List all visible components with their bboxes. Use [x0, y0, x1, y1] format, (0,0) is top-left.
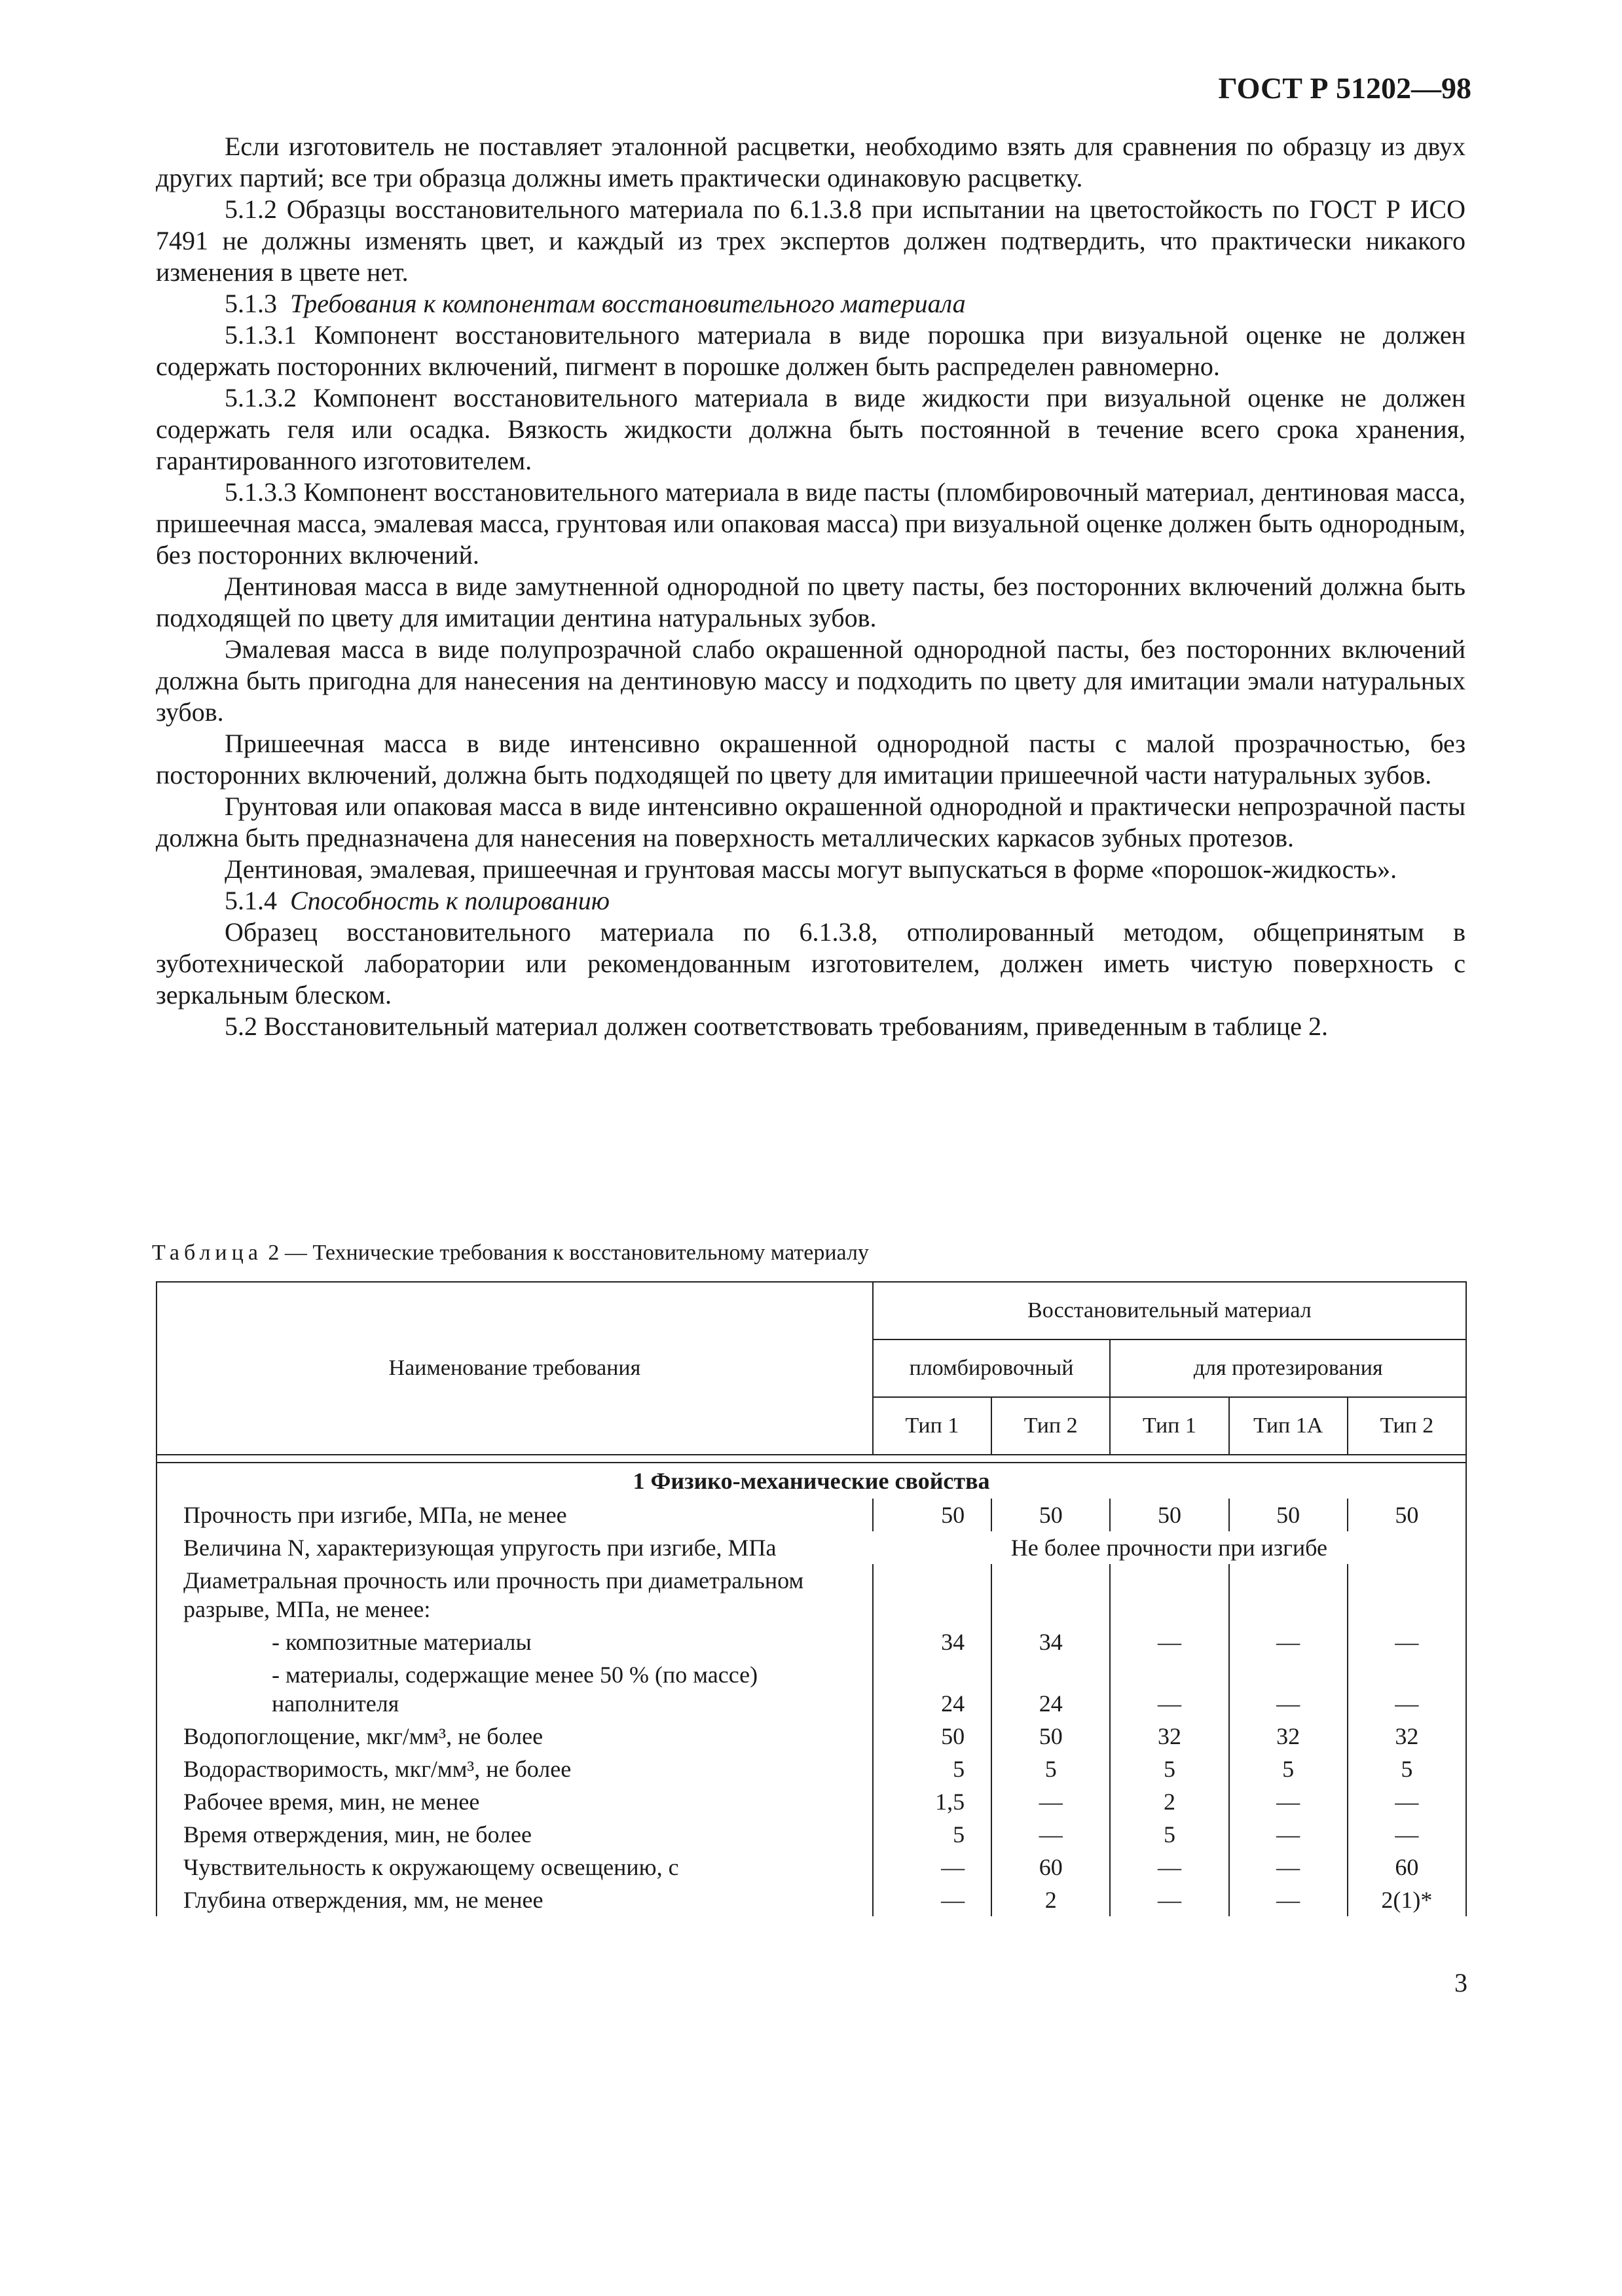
document-id: ГОСТ Р 51202—98: [1218, 71, 1471, 105]
cell-value: —: [1348, 1785, 1466, 1818]
section-title: Способность к полированию: [290, 886, 610, 915]
cell-value: 5: [991, 1753, 1110, 1785]
cell-value: —: [1229, 1851, 1348, 1884]
row-label: Глубина отверждения, мм, не менее: [157, 1884, 873, 1916]
table-row: [157, 1658, 1466, 1720]
section-heading: [156, 288, 1465, 319]
cell-value: 50: [1110, 1499, 1228, 1531]
cell-value: 5: [873, 1818, 991, 1851]
cell-value: 50: [1348, 1499, 1466, 1531]
cell-value: —: [873, 1884, 991, 1916]
table-row: [157, 1884, 1466, 1916]
paragraph: Образец восстановительного материала по 6.1.3.8, отполированный методом, общепринятым в зуботехнической лаборатории или рекомендованным изготовителем, должен иметь чистую поверхность с зеркальным блеском.: [156, 917, 1465, 1010]
row-label: Водорастворимость, мкг/мм³, не более: [157, 1753, 873, 1785]
table-caption-text: 2 — Технические требования к восстановительному материалу: [268, 1241, 869, 1265]
paragraph: Пришеечная масса в виде интенсивно окрашенной однородной пасты с малой прозрачностью, без посторонних включений, должна быть подходящей по цвету для имитации пришеечной части натуральных зубов.: [156, 729, 1465, 790]
cell-value: 5: [1348, 1753, 1466, 1785]
row-spanned-value: Не более прочности при изгибе: [873, 1531, 1466, 1564]
cell-value: 50: [1229, 1499, 1348, 1531]
section-number: 5.1.3: [225, 289, 277, 318]
col-header-material: Восстановительный материал: [873, 1282, 1466, 1339]
cell-value: —: [1348, 1626, 1466, 1658]
cell-value: —: [1229, 1626, 1348, 1658]
row-label: Рабочее время, мин, не менее: [157, 1785, 873, 1818]
cell-value: 50: [873, 1720, 991, 1753]
cell-value: 32: [1348, 1720, 1466, 1753]
paragraph: Грунтовая или опаковая масса в виде интенсивно окрашенной однородной и практически непрозрачной пасты должна быть предназначена для нанесения на поверхность металлических каркасов зубных протезов.: [156, 792, 1465, 852]
table-row: [157, 1720, 1466, 1753]
cell-value: 24: [873, 1658, 991, 1720]
requirements-table: [156, 1281, 1467, 1916]
cell-value: 50: [991, 1720, 1110, 1753]
cell-value: [991, 1564, 1110, 1626]
cell-value: [1348, 1564, 1466, 1626]
col-header-type: Тип 1: [1110, 1397, 1228, 1455]
table-row: [157, 1851, 1466, 1884]
cell-value: 2: [1110, 1785, 1228, 1818]
section-number: 5.1.4: [225, 886, 277, 915]
col-header-type: Тип 2: [1348, 1397, 1466, 1455]
body-text: [156, 131, 1465, 1042]
cell-value: —: [1229, 1818, 1348, 1851]
cell-value: —: [1348, 1658, 1466, 1720]
cell-value: —: [991, 1818, 1110, 1851]
table-row: [157, 1531, 1466, 1564]
cell-value: —: [1348, 1818, 1466, 1851]
col-header-prosthetic: для протезирования: [1110, 1339, 1466, 1397]
cell-value: —: [1229, 1884, 1348, 1916]
cell-value: —: [873, 1851, 991, 1884]
paragraph: Если изготовитель не поставляет эталонной расцветки, необходимо взять для сравнения по образцу из двух других партий; все три образца должны иметь практически одинаковую расцветку.: [156, 132, 1465, 192]
cell-value: 50: [873, 1499, 991, 1531]
cell-value: 32: [1229, 1720, 1348, 1753]
paragraph: 5.1.3.1 Компонент восстановительного материала в виде порошка при визуальной оценке не должен содержать посторонних включений, пигмент в порошке должен быть распределен равномерно.: [156, 320, 1465, 381]
row-label: Прочность при изгибе, МПа, не менее: [157, 1499, 873, 1531]
table-row: [157, 1626, 1466, 1658]
table-section-title: 1 Физико-механические свойства: [157, 1463, 1466, 1499]
cell-value: 32: [1110, 1720, 1228, 1753]
paragraph: 5.1.3.2 Компонент восстановительного материала в виде жидкости при визуальной оценке не должен содержать геля или осадка. Вязкость жидкости должна быть постоянной в течение всего срока хранения, гарантированного изготовителем.: [156, 383, 1465, 475]
cell-value: 5: [1229, 1753, 1348, 1785]
cell-value: —: [1110, 1851, 1228, 1884]
table-caption-label: Таблица: [152, 1241, 263, 1265]
table-row: [157, 1499, 1466, 1531]
paragraph: 5.1.2 Образцы восстановительного материала по 6.1.3.8 при испытании на цветостойкость по ГОСТ Р ИСО 7491 не должны изменять цвет, и каждый из трех экспертов должен подтвердить, что практически никакого изменения в цвете нет.: [156, 194, 1465, 287]
cell-value: —: [991, 1785, 1110, 1818]
cell-value: —: [1229, 1785, 1348, 1818]
cell-value: [873, 1564, 991, 1626]
row-label: Время отверждения, мин, не более: [157, 1818, 873, 1851]
cell-value: —: [1110, 1884, 1228, 1916]
cell-value: 2: [991, 1884, 1110, 1916]
cell-value: 5: [1110, 1818, 1228, 1851]
section-title: Требования к компонентам восстановительного материала: [290, 289, 966, 318]
table-row: [157, 1818, 1466, 1851]
col-header-requirement: Наименование требования: [157, 1282, 873, 1455]
cell-value: 60: [991, 1851, 1110, 1884]
paragraph: Эмалевая масса в виде полупрозрачной слабо окрашенной однородной пасты, без посторонних включений должна быть пригодна для нанесения на дентиновую массу и подходить по цвету для имитации эмали натуральных зубов.: [156, 634, 1465, 727]
row-label: Величина N, характеризующая упругость при изгибе, МПа: [157, 1531, 873, 1564]
cell-value: —: [1229, 1658, 1348, 1720]
table-row: [157, 1785, 1466, 1818]
cell-value: 24: [991, 1658, 1110, 1720]
table-row: [157, 1753, 1466, 1785]
section-heading: [156, 885, 1465, 917]
col-header-type: Тип 1А: [1229, 1397, 1348, 1455]
col-header-type: Тип 2: [991, 1397, 1110, 1455]
paragraph: 5.1.3.3 Компонент восстановительного материала в виде пасты (пломбировочный материал, дентиновая масса, пришеечная масса, эмалевая масса, грунтовая или опаковая масса) при визуальной оценке должен быть однородным, без посторонних включений.: [156, 477, 1465, 570]
table-row: [157, 1564, 1466, 1626]
row-label: Диаметральная прочность или прочность при диаметральном разрыве, МПа, не менее:: [157, 1564, 873, 1626]
cell-value: [1229, 1564, 1348, 1626]
row-label: Чувствительность к окружающему освещению, с: [157, 1851, 873, 1884]
paragraph: 5.2 Восстановительный материал должен соответствовать требованиям, приведенным в таблице 2.: [225, 1011, 1328, 1041]
paragraph: Дентиновая масса в виде замутненной однородной по цвету пасты, без посторонних включений должна быть подходящей по цвету для имитации дентина натуральных зубов.: [156, 572, 1465, 632]
cell-value: 50: [991, 1499, 1110, 1531]
row-label: - материалы, содержащие менее 50 % (по массе) наполнителя: [157, 1658, 873, 1720]
cell-value: 34: [991, 1626, 1110, 1658]
cell-value: 5: [873, 1753, 991, 1785]
cell-value: 34: [873, 1626, 991, 1658]
page-number: 3: [1454, 1968, 1467, 1997]
cell-value: 60: [1348, 1851, 1466, 1884]
col-header-type: Тип 1: [873, 1397, 991, 1455]
col-header-filling: пломбировочный: [873, 1339, 1111, 1397]
cell-value: —: [1110, 1658, 1228, 1720]
paragraph: Дентиновая, эмалевая, пришеечная и грунтовая массы могут выпускаться в форме «порошок-жидкость».: [225, 854, 1397, 884]
row-label: - композитные материалы: [157, 1626, 873, 1658]
cell-value: 2(1)*: [1348, 1884, 1466, 1916]
row-label: Водопоглощение, мкг/мм³, не более: [157, 1720, 873, 1753]
table-caption: [152, 1241, 869, 1266]
cell-value: 5: [1110, 1753, 1228, 1785]
cell-value: [1110, 1564, 1228, 1626]
cell-value: 1,5: [873, 1785, 991, 1818]
cell-value: —: [1110, 1626, 1228, 1658]
